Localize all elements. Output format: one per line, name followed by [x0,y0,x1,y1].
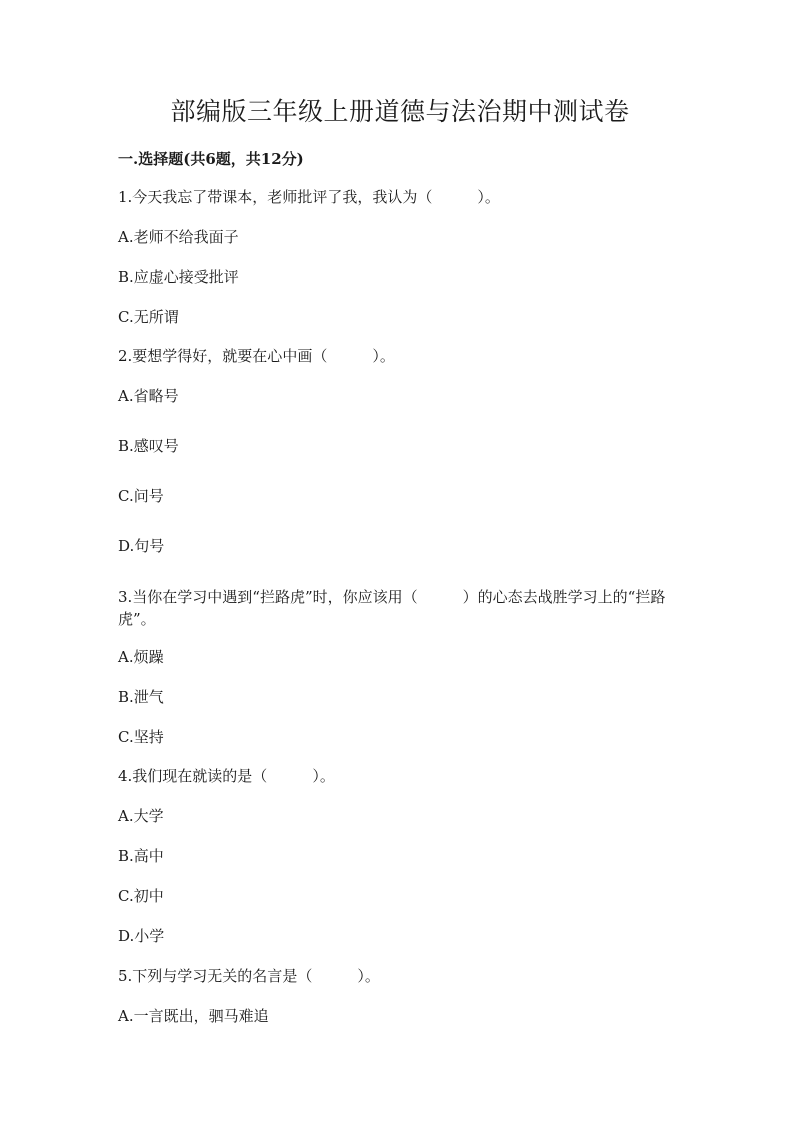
question-4-option-c: C.初中 [118,887,164,905]
question-4-stem: 4.我们现在就读的是（ ）。 [118,767,335,785]
question-2-option-a: A.省略号 [118,387,179,405]
question-5-option-a: A.一言既出，驷马难追 [118,1007,269,1025]
exam-title: 部编版三年级上册道德与法治期中测试卷 [170,97,630,126]
question-3-stem: 3.当你在学习中遇到“拦路虎”时，你应该用（ ）的心态去战胜学习上的“拦路虎”。 [118,588,666,628]
section-heading: 一.选择题(共6题，共12分) [118,150,304,168]
question-1-option-c: C.无所谓 [118,308,179,326]
question-1-stem: 1.今天我忘了带课本，老师批评了我，我认为（ ）。 [118,188,500,206]
question-1-option-a: A.老师不给我面子 [118,228,239,246]
question-3-option-c: C.坚持 [118,728,164,746]
question-3-option-a: A.烦躁 [118,648,164,666]
question-3-option-b: B.泄气 [118,688,164,706]
question-4-option-a: A.大学 [118,807,164,825]
question-2-option-c: C.问号 [118,487,164,505]
question-2-option-b: B.感叹号 [118,437,179,455]
question-2-stem: 2.要想学得好，就要在心中画（ ）。 [118,347,395,365]
question-1-option-b: B.应虚心接受批评 [118,268,239,286]
question-4-option-b: B.高中 [118,847,164,865]
question-5-stem: 5.下列与学习无关的名言是（ ）。 [118,967,380,985]
question-4-option-d: D.小学 [118,927,165,945]
question-2-option-d: D.句号 [118,537,165,555]
